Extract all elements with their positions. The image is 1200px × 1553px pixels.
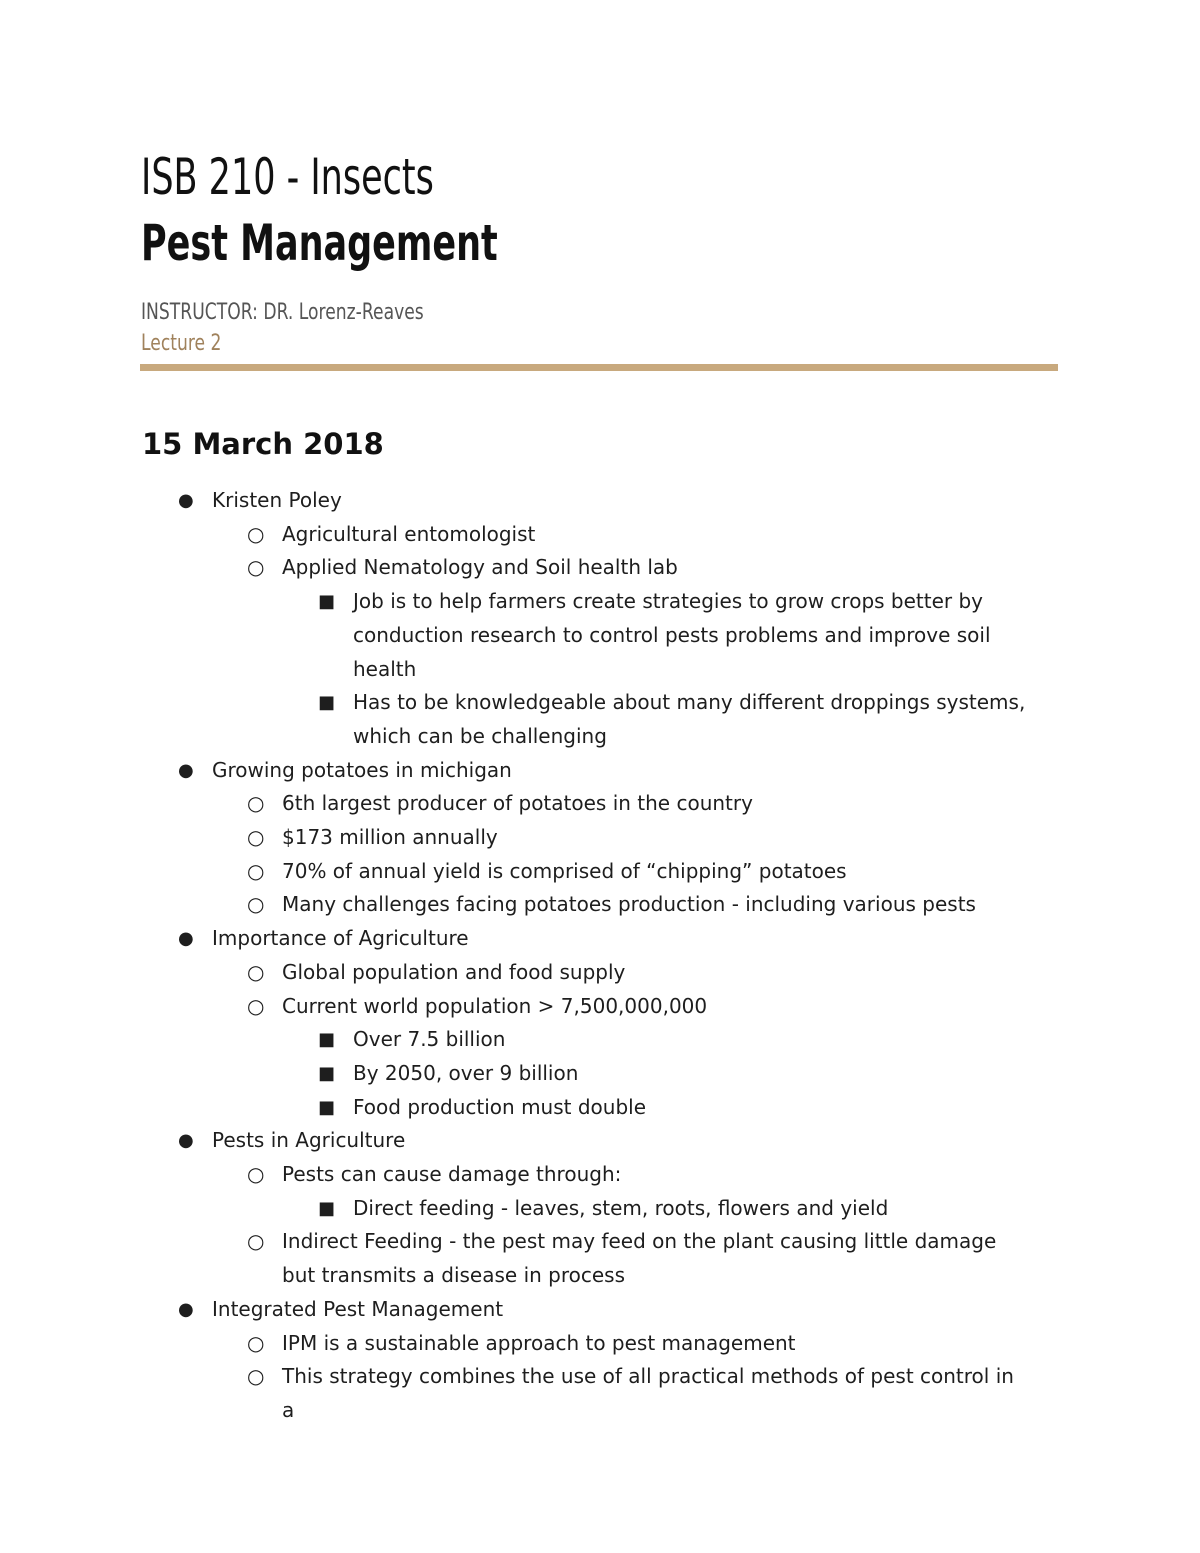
- list-item-text: Importance of Agriculture: [212, 926, 469, 951]
- list-item-text: Direct feeding - leaves, stem, roots, flowers and yield: [353, 1195, 889, 1220]
- list-item: [0, 585, 1033, 686]
- list-item-text: Pests in Agriculture: [212, 1128, 406, 1153]
- list-item: [0, 551, 1032, 585]
- filled-circle-bullet-icon: ●: [178, 1298, 194, 1320]
- hollow-circle-bullet-icon: ○: [247, 555, 265, 580]
- list-item-text: Over 7.5 billion: [353, 1027, 506, 1052]
- list-item-text: Pests can cause damage through:: [282, 1162, 622, 1187]
- list-item: [0, 1360, 1032, 1427]
- list-item: [0, 1158, 1032, 1192]
- filled-circle-bullet-icon: ●: [178, 490, 194, 511]
- hollow-circle-bullet-icon: ○: [247, 858, 265, 883]
- list-item-text: IPM is a sustainable approach to pest management: [282, 1330, 796, 1355]
- hollow-circle-bullet-icon: ○: [247, 521, 265, 546]
- hollow-circle-bullet-icon: ○: [247, 1364, 265, 1389]
- filled-square-bullet-icon: ■: [318, 692, 336, 714]
- hollow-circle-bullet-icon: ○: [247, 892, 265, 917]
- list-item: [0, 1057, 1033, 1091]
- list-item: [0, 1225, 1032, 1292]
- list-item-text: This strategy combines the use of all practical methods of pest control in a: [282, 1364, 1014, 1422]
- filled-circle-bullet-icon: ●: [178, 1130, 194, 1152]
- header-divider: [140, 364, 1058, 371]
- instructor-line: INSTRUCTOR: DR. Lorenz-Reaves: [141, 300, 424, 325]
- list-item: [0, 821, 1032, 855]
- hollow-circle-bullet-icon: ○: [247, 825, 265, 850]
- filled-square-bullet-icon: ■: [318, 591, 336, 613]
- list-item: [0, 922, 1032, 956]
- list-item: [0, 1192, 1033, 1226]
- list-item: [0, 1293, 1032, 1327]
- list-item: [0, 484, 1032, 518]
- list-item-text: 6th largest producer of potatoes in the country: [282, 791, 753, 816]
- list-item-text: Applied Nematology and Soil health lab: [282, 555, 678, 580]
- notes-list: [0, 484, 1200, 1428]
- list-item: [0, 1023, 1033, 1057]
- list-item: [0, 518, 1032, 552]
- list-item-text: 70% of annual yield is comprised of “chipping” potatoes: [282, 858, 847, 883]
- list-item: [0, 1327, 1032, 1361]
- filled-square-bullet-icon: ■: [318, 1062, 336, 1084]
- list-item-text: Kristen Poley: [212, 488, 342, 512]
- section-date-heading: 15 March 2018: [142, 427, 384, 461]
- filled-square-bullet-icon: ■: [318, 1197, 336, 1219]
- filled-square-bullet-icon: ■: [318, 1029, 336, 1051]
- list-item: [0, 686, 1033, 753]
- list-item-text: Food production must double: [353, 1094, 647, 1119]
- filled-circle-bullet-icon: ●: [178, 759, 194, 781]
- lecture-label: Lecture 2: [141, 331, 222, 356]
- list-item-text: By 2050, over 9 billion: [353, 1060, 579, 1085]
- topic-title: Pest Management: [141, 214, 498, 272]
- list-item: [0, 1124, 1032, 1158]
- list-item-text: Many challenges facing potatoes production - including various pests: [282, 892, 976, 917]
- list-item-text: Global population and food supply: [282, 959, 626, 984]
- list-item-text: Has to be knowledgeable about many different droppings systems, which can be challenging: [353, 690, 1026, 748]
- list-item-text: Agricultural entomologist: [282, 521, 536, 546]
- list-item-text: Growing potatoes in michigan: [212, 757, 512, 782]
- hollow-circle-bullet-icon: ○: [247, 993, 265, 1018]
- hollow-circle-bullet-icon: ○: [247, 959, 265, 984]
- hollow-circle-bullet-icon: ○: [247, 791, 265, 816]
- list-item-text: Job is to help farmers create strategies to grow crops better by conduction research to control pests problems and improve soil health: [353, 589, 991, 681]
- hollow-circle-bullet-icon: ○: [247, 1229, 265, 1254]
- list-item-text: Current world population > 7,500,000,000: [282, 993, 708, 1018]
- filled-circle-bullet-icon: ●: [178, 928, 194, 950]
- filled-square-bullet-icon: ■: [318, 1096, 336, 1118]
- list-item: [0, 754, 1032, 788]
- list-item-text: Integrated Pest Management: [212, 1296, 504, 1321]
- course-title: ISB 210 - Insects: [141, 148, 434, 206]
- list-item-text: $173 million annually: [282, 825, 498, 850]
- list-item: [0, 956, 1032, 990]
- list-item: [0, 990, 1032, 1024]
- list-item: [0, 787, 1032, 821]
- list-item-text: Indirect Feeding - the pest may feed on the plant causing little damage but transmits a disease in process: [282, 1229, 997, 1288]
- hollow-circle-bullet-icon: ○: [247, 1330, 265, 1355]
- list-item: [0, 855, 1032, 889]
- list-item: [0, 888, 1032, 922]
- hollow-circle-bullet-icon: ○: [247, 1162, 265, 1187]
- list-item: [0, 1091, 1033, 1125]
